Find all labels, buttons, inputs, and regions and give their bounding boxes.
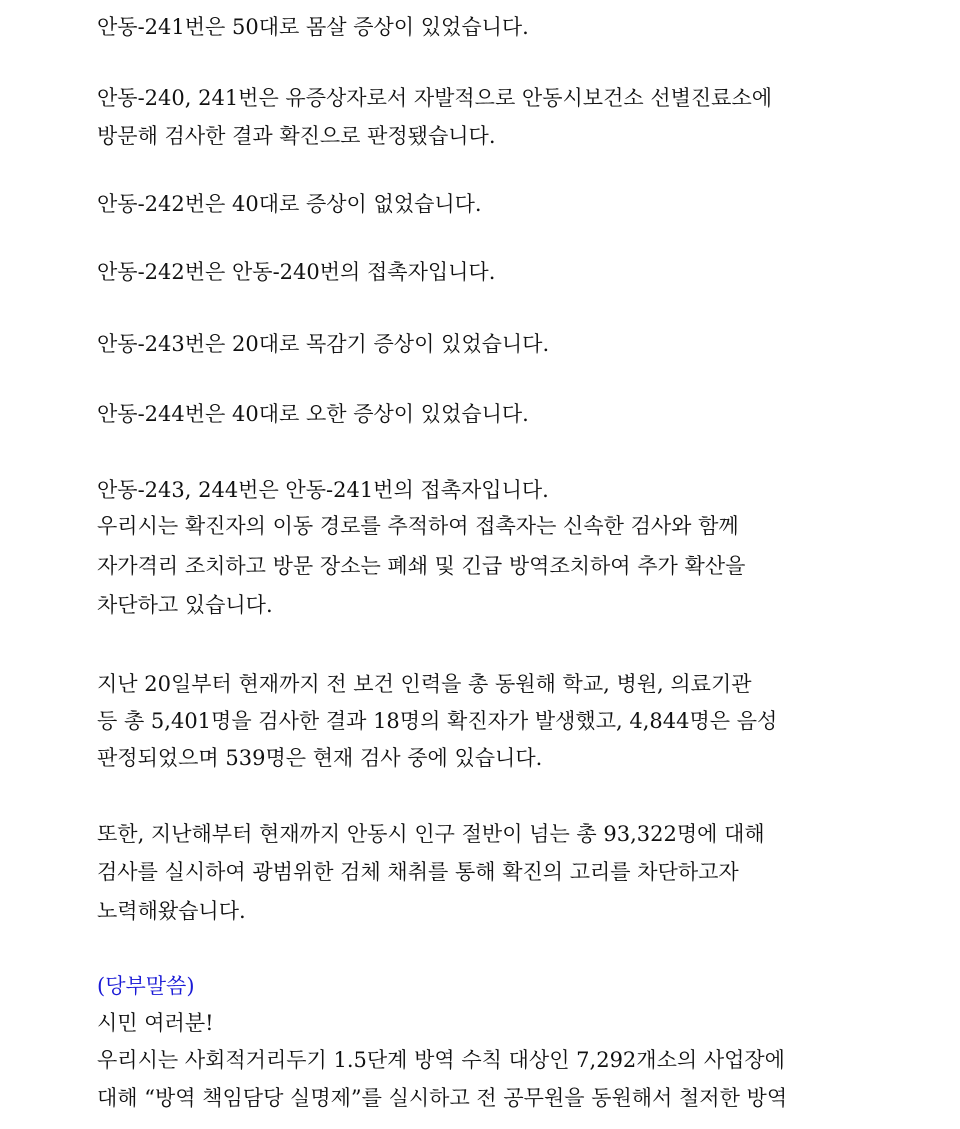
- text-line: 대해 “방역 책임담당 실명제”를 실시하고 전 공무원을 동원해서 철저한 방역: [97, 1086, 788, 1110]
- text-line: 안동-244번은 40대로 오한 증상이 있었습니다.: [97, 402, 529, 426]
- text-line: 안동-241번은 50대로 몸살 증상이 있었습니다.: [97, 15, 529, 39]
- text-line: 우리시는 사회적거리두기 1.5단계 방역 수칙 대상인 7,292개소의 사업장에: [97, 1048, 785, 1072]
- text-line: 우리시는 확진자의 이동 경로를 추적하여 접촉자는 신속한 검사와 함께: [97, 514, 739, 538]
- text-line: 시민 여러분!: [97, 1011, 214, 1035]
- text-line: 판정되었으며 539명은 현재 검사 중에 있습니다.: [97, 746, 543, 770]
- text-line: 안동-242번은 안동-240번의 접촉자입니다.: [97, 260, 496, 284]
- text-line: 안동-242번은 40대로 증상이 없었습니다.: [97, 192, 482, 216]
- text-line: 방문해 검사한 결과 확진으로 판정됐습니다.: [97, 124, 496, 148]
- text-line: 또한, 지난해부터 현재까지 안동시 인구 절반이 넘는 총 93,322명에 대해: [97, 822, 765, 846]
- text-line: 안동-240, 241번은 유증상자로서 자발적으로 안동시보건소 선별진료소에: [97, 86, 773, 110]
- text-line: 자가격리 조치하고 방문 장소는 폐쇄 및 긴급 방역조치하여 추가 확산을: [97, 554, 746, 578]
- text-line: 노력해왔습니다.: [97, 899, 246, 923]
- text-line: 등 총 5,401명을 검사한 결과 18명의 확진자가 발생했고, 4,844명은 음성: [97, 709, 778, 733]
- text-line: 안동-243번은 20대로 목감기 증상이 있었습니다.: [97, 332, 550, 356]
- section-heading: (당부말씀): [97, 974, 195, 998]
- text-line: 검사를 실시하여 광범위한 검체 채취를 통해 확진의 고리를 차단하고자: [97, 860, 739, 884]
- text-line: 차단하고 있습니다.: [97, 593, 273, 617]
- text-line: 지난 20일부터 현재까지 전 보건 인력을 총 동원해 학교, 병원, 의료기관: [97, 672, 752, 696]
- text-line: 안동-243, 244번은 안동-241번의 접촉자입니다.: [97, 478, 549, 502]
